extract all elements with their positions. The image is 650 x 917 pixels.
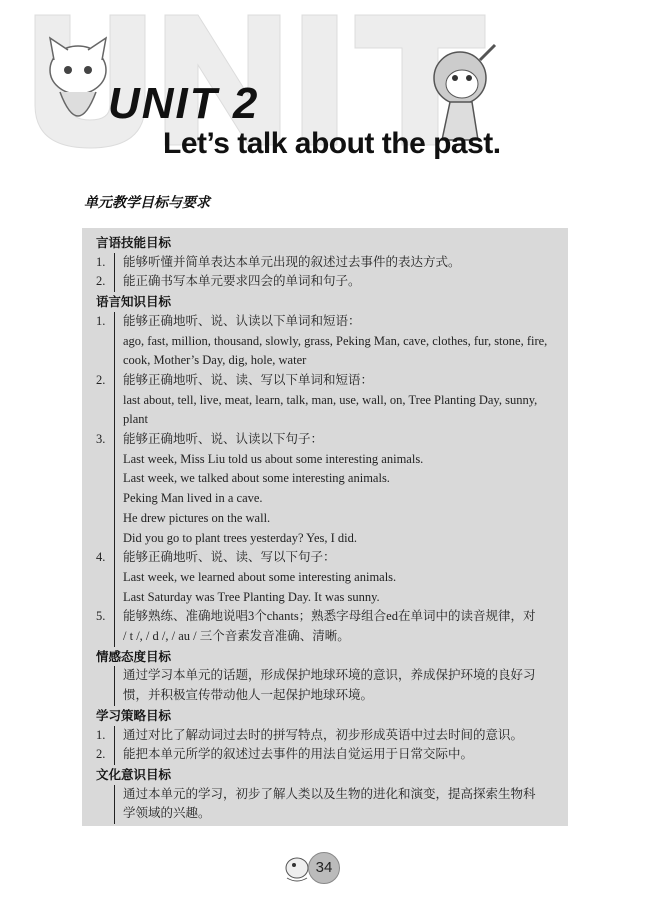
unit-title: UNIT 2 <box>108 79 260 128</box>
item-line: 能够正确地听、说、读、写以下句子： <box>123 550 336 565</box>
item-line: Last Saturday was Tree Planting Day. It was sunny. <box>123 589 380 604</box>
objectives-box <box>82 228 568 826</box>
item-line: Last week, Miss Liu told us about some interesting animals. <box>123 451 424 466</box>
objective-item <box>96 548 568 607</box>
objective-item <box>96 726 568 746</box>
item-number: 1. <box>96 254 106 269</box>
item-line: last about, tell, live, meat, learn, talk, man, use, wall, on, Tree Planting Day, sunny, <box>123 392 538 407</box>
item-line: 通过对比了解动词过去时的拼写特点，初步形成英语中过去时间的意识。 <box>123 727 524 742</box>
item-number: 1. <box>96 727 106 742</box>
item-number: 4. <box>96 550 106 565</box>
item-line: 能够熟练、准确地说唱3个chants；熟悉字母组合ed在单词中的读音规律，对 <box>123 609 536 624</box>
page-number: 34 <box>308 852 340 884</box>
item-number: 2. <box>96 274 106 289</box>
item-line: 能够正确地听、说、认读以下句子： <box>123 432 324 447</box>
item-text <box>114 253 568 273</box>
objective-item <box>96 272 568 292</box>
section-title: 单元教学目标与要求 <box>84 195 210 211</box>
cat-mascot-illustration <box>38 30 118 140</box>
objective-item <box>96 430 568 548</box>
item-text <box>114 785 568 824</box>
item-number: 1. <box>96 313 106 328</box>
item-text <box>114 272 568 292</box>
item-line: Did you go to plant trees yesterday? Yes, I did. <box>123 530 357 545</box>
item-line: 学领域的兴趣。 <box>123 806 211 821</box>
item-line: cook, Mother’s Day, dig, hole, water <box>123 353 307 368</box>
item-line: 能够正确地听、说、认读以下单词和短语： <box>123 313 361 328</box>
item-number <box>96 785 114 824</box>
item-number: 3. <box>96 432 106 447</box>
item-text <box>114 607 568 646</box>
item-line: Last week, we learned about some interesting animals. <box>123 569 397 584</box>
unit-subtitle: Let’s talk about the past. <box>163 127 501 160</box>
item-line: 能够听懂并简单表达本单元出现的叙述过去事件的表达方式。 <box>123 254 461 269</box>
item-line: 能正确书写本单元要求四会的单词和句子。 <box>123 274 361 289</box>
objective-item <box>96 607 568 646</box>
objective-item <box>96 371 568 430</box>
item-text <box>114 666 568 705</box>
objective-heading: 情感态度目标 <box>96 648 172 664</box>
item-line: Peking Man lived in a cave. <box>123 491 263 506</box>
item-number: 2. <box>96 372 106 387</box>
item-line: Last week, we talked about some interesting animals. <box>123 471 390 486</box>
item-line: 能够正确地听、说、读、写以下单词和短语： <box>123 372 374 387</box>
objective-item <box>96 745 568 765</box>
objective-heading: 言语技能目标 <box>96 235 172 250</box>
objective-item <box>96 312 568 371</box>
objective-item <box>96 666 568 705</box>
item-line: 能把本单元所学的叙述过去事件的用法自觉运用于日常交际中。 <box>123 747 474 762</box>
item-text <box>114 312 568 371</box>
objective-heading: 学习策略目标 <box>96 707 172 723</box>
item-text <box>114 430 568 548</box>
objective-heading: 语言知识目标 <box>96 294 172 310</box>
item-number <box>96 666 114 705</box>
item-text <box>114 371 568 430</box>
item-line: 通过学习本单元的话题，形成保护地球环境的意识，养成保护环境的良好习 <box>123 668 536 683</box>
item-number: 5. <box>96 609 106 624</box>
item-text <box>114 548 568 607</box>
objective-item <box>96 253 568 273</box>
item-line: plant <box>123 412 148 427</box>
item-text <box>114 745 568 765</box>
item-line: He drew pictures on the wall. <box>123 510 271 525</box>
item-line: ago, fast, million, thousand, slowly, grass, Peking Man, cave, clothes, fur, stone, fire, <box>123 333 548 348</box>
item-text <box>114 726 568 746</box>
objective-item <box>96 785 568 824</box>
item-line: 通过本单元的学习，初步了解人类以及生物的进化和演变，提高探索生物科 <box>123 786 536 801</box>
item-line: 惯，并积极宣传带动他人一起保护地球环境。 <box>123 688 374 703</box>
item-number: 2. <box>96 747 106 762</box>
item-line: / t /, / d /, / au / 三个音素发音准确、清晰。 <box>123 629 350 644</box>
objective-heading: 文化意识目标 <box>96 766 172 782</box>
